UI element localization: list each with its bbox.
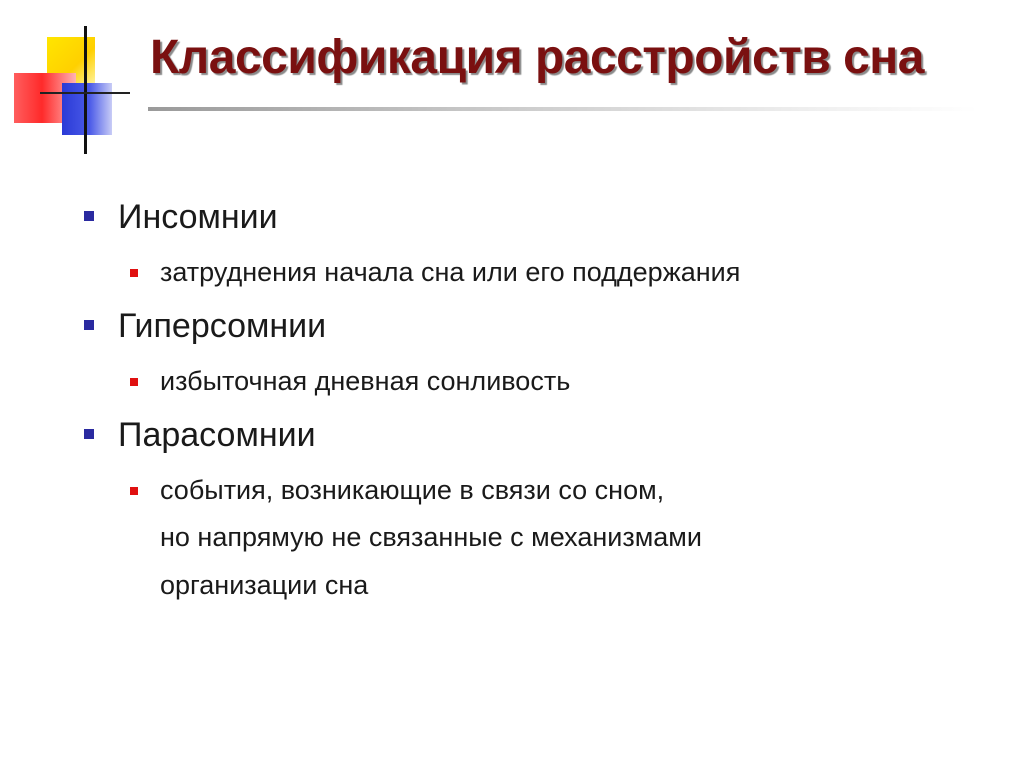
- square-bullet-icon: [84, 429, 94, 439]
- sub-item-text-line-1: события, возникающие в связи со сном,: [160, 475, 665, 505]
- decorative-corner-graphic: [0, 0, 160, 160]
- list-item-label: Парасомнии: [118, 416, 316, 454]
- square-bullet-icon: [130, 487, 138, 495]
- title-underline: [148, 107, 978, 111]
- slide-title: Классификация расстройств сна: [150, 31, 924, 84]
- square-bullet-icon: [130, 269, 138, 277]
- vertical-line-decoration: [84, 26, 87, 154]
- sub-item-text: затруднения начала сна или его поддержания: [160, 257, 741, 287]
- list-item-label: Гиперсомнии: [118, 307, 327, 345]
- sub-item-text-line-2: но напрямую не связанные с механизмами: [160, 522, 702, 552]
- list-item-label: Инсомнии: [118, 198, 278, 236]
- sub-item-text-line-3: организации сна: [160, 570, 369, 600]
- sub-item-text: избыточная дневная сонливость: [160, 366, 571, 396]
- square-bullet-icon: [84, 320, 94, 330]
- square-bullet-icon: [130, 378, 138, 386]
- horizontal-line-decoration: [40, 92, 130, 94]
- square-bullet-icon: [84, 211, 94, 221]
- blue-square-decoration: [62, 83, 112, 135]
